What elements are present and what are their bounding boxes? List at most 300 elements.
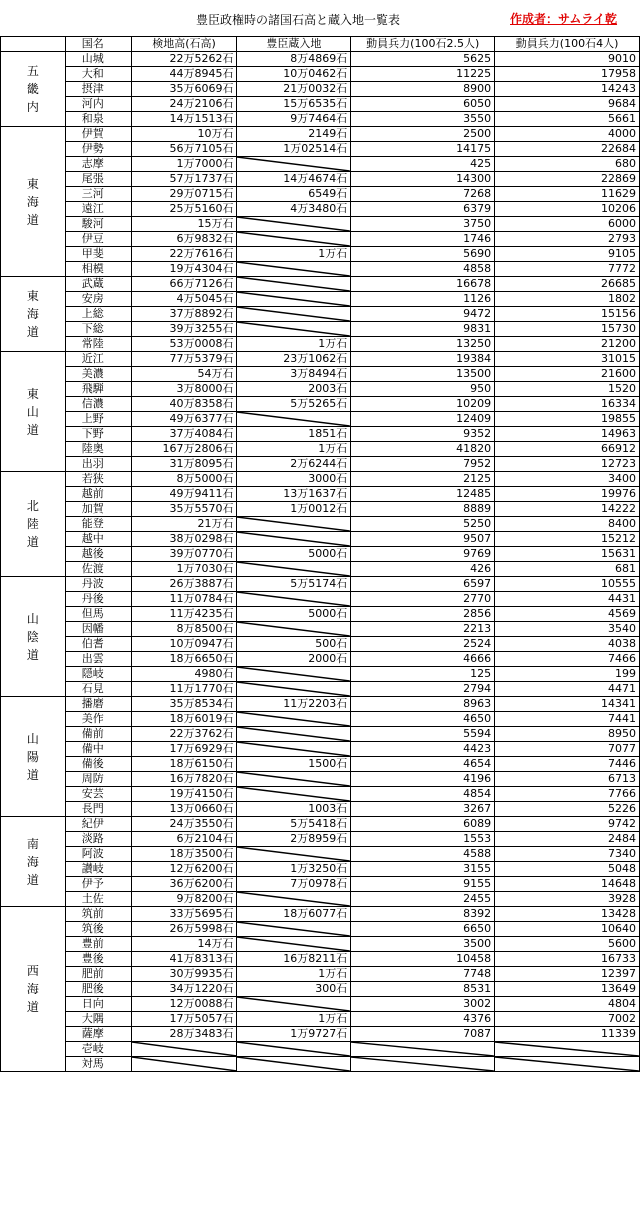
province-cell: 飛騨: [65, 382, 131, 397]
troops-2-5-cell: 2524: [351, 637, 495, 652]
empty-cell: [237, 1057, 351, 1072]
troops-4-cell: 3928: [495, 892, 640, 907]
kokudaka-cell: 22万7616石: [131, 247, 237, 262]
kurairichi-cell: 1万石: [237, 967, 351, 982]
troops-2-5-cell: 2794: [351, 682, 495, 697]
diagonal-strike: [237, 277, 350, 291]
troops-4-cell: 5226: [495, 802, 640, 817]
header-troops-2-5: 動員兵力(100石2.5人): [351, 37, 495, 52]
troops-2-5-cell: 2455: [351, 892, 495, 907]
table-row: [1, 442, 640, 457]
kurairichi-cell: 2万6244石: [237, 457, 351, 472]
table-row: [1, 862, 640, 877]
province-cell: 肥後: [65, 982, 131, 997]
region-label: 山陰道: [26, 611, 39, 662]
kurairichi-cell: 5万5174石: [237, 577, 351, 592]
kokudaka-cell: 4980石: [131, 667, 237, 682]
kokudaka-cell: 36万6200石: [131, 877, 237, 892]
table-row: [1, 937, 640, 952]
troops-4-cell: 16334: [495, 397, 640, 412]
troops-4-cell: 4569: [495, 607, 640, 622]
table-row: [1, 127, 640, 142]
province-cell: 遠江: [65, 202, 131, 217]
province-cell: 隠岐: [65, 667, 131, 682]
diagonal-strike: [237, 1057, 350, 1071]
province-cell: 安芸: [65, 787, 131, 802]
diagonal-strike: [237, 517, 350, 531]
province-cell: 日向: [65, 997, 131, 1012]
kokudaka-cell: 28万3483石: [131, 1027, 237, 1042]
kokudaka-cell: 10万0947石: [131, 637, 237, 652]
troops-2-5-cell: 2213: [351, 622, 495, 637]
troops-4-cell: 9742: [495, 817, 640, 832]
region-cell: [1, 817, 66, 907]
troops-2-5-cell: 6379: [351, 202, 495, 217]
region-label: 南海道: [26, 836, 39, 887]
kurairichi-cell: 21万0032石: [237, 82, 351, 97]
troops-2-5-cell: 4854: [351, 787, 495, 802]
troops-4-cell: 6713: [495, 772, 640, 787]
kurairichi-cell: 6549石: [237, 187, 351, 202]
troops-2-5-cell: 2125: [351, 472, 495, 487]
kokudaka-cell: 17万6929石: [131, 742, 237, 757]
troops-4-cell: 5661: [495, 112, 640, 127]
troops-4-cell: 7002: [495, 1012, 640, 1027]
diagonal-strike: [237, 322, 350, 336]
troops-4-cell: 8950: [495, 727, 640, 742]
kokudaka-cell: 19万4150石: [131, 787, 237, 802]
province-cell: 越後: [65, 547, 131, 562]
troops-4-cell: 4804: [495, 997, 640, 1012]
troops-2-5-cell: 11225: [351, 67, 495, 82]
troops-2-5-cell: 9155: [351, 877, 495, 892]
empty-cell: [237, 682, 351, 697]
diagonal-strike: [237, 727, 350, 741]
troops-2-5-cell: 7087: [351, 1027, 495, 1042]
kurairichi-cell: 1万02514石: [237, 142, 351, 157]
province-cell: 阿波: [65, 847, 131, 862]
kokudaka-cell: 22万5262石: [131, 52, 237, 67]
table-row: [1, 1027, 640, 1042]
province-cell: 下総: [65, 322, 131, 337]
troops-4-cell: 680: [495, 157, 640, 172]
kokudaka-cell: 18万6019石: [131, 712, 237, 727]
kokudaka-cell: 53万0008石: [131, 337, 237, 352]
province-cell: 山城: [65, 52, 131, 67]
kokudaka-cell: 3万8000石: [131, 382, 237, 397]
province-cell: 石見: [65, 682, 131, 697]
troops-4-cell: 10640: [495, 922, 640, 937]
kokudaka-cell: 17万5057石: [131, 1012, 237, 1027]
troops-2-5-cell: 3155: [351, 862, 495, 877]
province-cell: 丹後: [65, 592, 131, 607]
diagonal-strike: [495, 1042, 639, 1056]
region-cell: [1, 277, 66, 352]
troops-2-5-cell: 10458: [351, 952, 495, 967]
empty-cell: [237, 742, 351, 757]
kokudaka-cell: 10万石: [131, 127, 237, 142]
header-region: [1, 37, 66, 52]
empty-cell: [237, 592, 351, 607]
troops-4-cell: 14648: [495, 877, 640, 892]
table-row: [1, 502, 640, 517]
diagonal-strike: [237, 292, 350, 306]
table-row: [1, 637, 640, 652]
troops-2-5-cell: 5625: [351, 52, 495, 67]
kurairichi-cell: 5000石: [237, 607, 351, 622]
troops-2-5-cell: 2500: [351, 127, 495, 142]
empty-cell: [237, 727, 351, 742]
kokudaka-cell: 40万8358石: [131, 397, 237, 412]
troops-4-cell: 4038: [495, 637, 640, 652]
table-row: [1, 922, 640, 937]
table-row: [1, 577, 640, 592]
troops-4-cell: 66912: [495, 442, 640, 457]
troops-4-cell: 7441: [495, 712, 640, 727]
table-row: [1, 517, 640, 532]
province-cell: 淡路: [65, 832, 131, 847]
troops-2-5-cell: 4423: [351, 742, 495, 757]
kokudaka-cell: 44万8945石: [131, 67, 237, 82]
kurairichi-cell: 8万4869石: [237, 52, 351, 67]
region-cell: [1, 907, 66, 1072]
kokudaka-cell: 6万9832石: [131, 232, 237, 247]
table-row: [1, 202, 640, 217]
kokudaka-cell: 66万7126石: [131, 277, 237, 292]
kurairichi-cell: 18万6077石: [237, 907, 351, 922]
kokudaka-cell: 39万0770石: [131, 547, 237, 562]
diagonal-strike: [495, 1057, 639, 1071]
troops-2-5-cell: 41820: [351, 442, 495, 457]
table-row: [1, 682, 640, 697]
province-cell: 豊後: [65, 952, 131, 967]
kurairichi-cell: 16万8211石: [237, 952, 351, 967]
kokudaka-cell: 39万3255石: [131, 322, 237, 337]
province-cell: 三河: [65, 187, 131, 202]
empty-cell: [495, 1042, 640, 1057]
table-row: [1, 877, 640, 892]
empty-cell: [237, 157, 351, 172]
troops-4-cell: 13428: [495, 907, 640, 922]
kokudaka-cell: 9万8200石: [131, 892, 237, 907]
table-row: [1, 142, 640, 157]
kurairichi-cell: 13万1637石: [237, 487, 351, 502]
kokudaka-cell: 57万1737石: [131, 172, 237, 187]
kurairichi-cell: 1万石: [237, 337, 351, 352]
table-row: [1, 232, 640, 247]
kokudaka-cell: 34万1220石: [131, 982, 237, 997]
empty-cell: [237, 562, 351, 577]
province-cell: 和泉: [65, 112, 131, 127]
kurairichi-cell: 1万3250石: [237, 862, 351, 877]
province-cell: 伯耆: [65, 637, 131, 652]
troops-4-cell: 1802: [495, 292, 640, 307]
kokudaka-cell: 11万4235石: [131, 607, 237, 622]
troops-2-5-cell: 4666: [351, 652, 495, 667]
troops-2-5-cell: 4654: [351, 757, 495, 772]
table-row: [1, 112, 640, 127]
empty-cell: [237, 292, 351, 307]
troops-2-5-cell: 6050: [351, 97, 495, 112]
header-troops-4: 動員兵力(100石4人): [495, 37, 640, 52]
empty-cell: [237, 937, 351, 952]
province-cell: 上野: [65, 412, 131, 427]
kokudaka-cell: 30万9935石: [131, 967, 237, 982]
troops-2-5-cell: 1553: [351, 832, 495, 847]
troops-2-5-cell: 6089: [351, 817, 495, 832]
empty-cell: [495, 1057, 640, 1072]
diagonal-strike: [237, 592, 350, 606]
troops-4-cell: 21200: [495, 337, 640, 352]
kokudaka-cell: 37万8892石: [131, 307, 237, 322]
kokudaka-cell: 12万6200石: [131, 862, 237, 877]
troops-2-5-cell: 3002: [351, 997, 495, 1012]
empty-cell: [237, 847, 351, 862]
troops-2-5-cell: 19384: [351, 352, 495, 367]
troops-4-cell: 14243: [495, 82, 640, 97]
kokudaka-cell: 21万石: [131, 517, 237, 532]
troops-4-cell: 11629: [495, 187, 640, 202]
troops-4-cell: 14963: [495, 427, 640, 442]
province-cell: 武蔵: [65, 277, 131, 292]
table-row: [1, 907, 640, 922]
diagonal-strike: [237, 412, 350, 426]
empty-cell: [237, 217, 351, 232]
region-cell: [1, 577, 66, 697]
kokudaka-cell: 35万6069石: [131, 82, 237, 97]
kurairichi-cell: 3000石: [237, 472, 351, 487]
province-cell: 越中: [65, 532, 131, 547]
kurairichi-cell: 11万2203石: [237, 697, 351, 712]
troops-4-cell: 199: [495, 667, 640, 682]
empty-cell: [237, 892, 351, 907]
kokudaka-cell: 35万8534石: [131, 697, 237, 712]
troops-4-cell: 7340: [495, 847, 640, 862]
kurairichi-cell: 4万3480石: [237, 202, 351, 217]
troops-2-5-cell: 8531: [351, 982, 495, 997]
page-title: 豊臣政権時の諸国石高と蔵入地一覧表: [196, 13, 401, 27]
author-link[interactable]: 作成者：サムライ乾: [510, 12, 618, 26]
troops-2-5-cell: 950: [351, 382, 495, 397]
diagonal-strike: [237, 772, 350, 786]
province-cell: 土佐: [65, 892, 131, 907]
troops-4-cell: 15631: [495, 547, 640, 562]
kurairichi-cell: 2万8959石: [237, 832, 351, 847]
troops-2-5-cell: 6650: [351, 922, 495, 937]
troops-4-cell: 3400: [495, 472, 640, 487]
kokudaka-cell: 31万8095石: [131, 457, 237, 472]
table-row: [1, 772, 640, 787]
kokudaka-cell: 26万5998石: [131, 922, 237, 937]
table-row: [1, 817, 640, 832]
table-row: [1, 967, 640, 982]
kokudaka-cell: 14万石: [131, 937, 237, 952]
table-row: [1, 697, 640, 712]
table-row: [1, 952, 640, 967]
diagonal-strike: [237, 892, 350, 906]
kurairichi-cell: 1万石: [237, 442, 351, 457]
troops-4-cell: 14341: [495, 697, 640, 712]
kokudaka-cell: 56万7105石: [131, 142, 237, 157]
table-row: [1, 667, 640, 682]
empty-cell: [351, 1057, 495, 1072]
troops-4-cell: 7077: [495, 742, 640, 757]
province-cell: 長門: [65, 802, 131, 817]
kokudaka-cell: 14万1513石: [131, 112, 237, 127]
kokudaka-cell: 24万2106石: [131, 97, 237, 112]
table-row: [1, 1042, 640, 1057]
troops-2-5-cell: 4196: [351, 772, 495, 787]
troops-4-cell: 681: [495, 562, 640, 577]
kurairichi-cell: 300石: [237, 982, 351, 997]
table-row: [1, 802, 640, 817]
diagonal-strike: [237, 742, 350, 756]
kokudaka-cell: 22万3762石: [131, 727, 237, 742]
region-label: 五畿内: [26, 64, 39, 114]
header-kokudaka: 検地高(石高): [131, 37, 237, 52]
kokudaka-cell: 18万3500石: [131, 847, 237, 862]
troops-4-cell: 10206: [495, 202, 640, 217]
empty-cell: [237, 412, 351, 427]
kurairichi-cell: 5000石: [237, 547, 351, 562]
troops-4-cell: 7766: [495, 787, 640, 802]
province-cell: 播磨: [65, 697, 131, 712]
kurairichi-cell: 15万6535石: [237, 97, 351, 112]
diagonal-strike: [132, 1042, 237, 1056]
troops-4-cell: 15212: [495, 532, 640, 547]
province-cell: 肥前: [65, 967, 131, 982]
kokudaka-cell: 8万8500石: [131, 622, 237, 637]
province-cell: 伊勢: [65, 142, 131, 157]
table-row: [1, 787, 640, 802]
table-row: [1, 262, 640, 277]
province-cell: 但馬: [65, 607, 131, 622]
table-row: [1, 52, 640, 67]
troops-2-5-cell: 4588: [351, 847, 495, 862]
troops-2-5-cell: 4376: [351, 1012, 495, 1027]
region-cell: [1, 472, 66, 577]
troops-2-5-cell: 9769: [351, 547, 495, 562]
kurairichi-cell: 9万7464石: [237, 112, 351, 127]
kokudaka-cell: 1万7030石: [131, 562, 237, 577]
kurairichi-cell: 5万5418石: [237, 817, 351, 832]
troops-4-cell: 3540: [495, 622, 640, 637]
troops-4-cell: 4471: [495, 682, 640, 697]
table-row: [1, 607, 640, 622]
diagonal-strike: [351, 1057, 494, 1071]
kokudaka-cell: 49万6377石: [131, 412, 237, 427]
province-cell: 安房: [65, 292, 131, 307]
title-bar: [0, 0, 640, 36]
province-cell: 紀伊: [65, 817, 131, 832]
troops-2-5-cell: 3500: [351, 937, 495, 952]
province-cell: 備後: [65, 757, 131, 772]
kokudaka-cell: 19万4304石: [131, 262, 237, 277]
region-label: 東海道: [26, 289, 39, 339]
province-cell: 常陸: [65, 337, 131, 352]
empty-cell: [237, 787, 351, 802]
region-label: 北陸道: [26, 499, 39, 549]
troops-2-5-cell: 5690: [351, 247, 495, 262]
troops-2-5-cell: 9472: [351, 307, 495, 322]
kurairichi-cell: 14万4674石: [237, 172, 351, 187]
troops-2-5-cell: 5594: [351, 727, 495, 742]
table-row: [1, 547, 640, 562]
troops-2-5-cell: 13500: [351, 367, 495, 382]
data-table: [0, 36, 640, 1072]
troops-2-5-cell: 5250: [351, 517, 495, 532]
kurairichi-cell: 23万1062石: [237, 352, 351, 367]
province-cell: 尾張: [65, 172, 131, 187]
diagonal-strike: [237, 712, 350, 726]
province-cell: 伊賀: [65, 127, 131, 142]
troops-2-5-cell: 3267: [351, 802, 495, 817]
table-row: [1, 457, 640, 472]
kokudaka-cell: 11万1770石: [131, 682, 237, 697]
kokudaka-cell: 13万0660石: [131, 802, 237, 817]
troops-4-cell: 12723: [495, 457, 640, 472]
table-row: [1, 247, 640, 262]
empty-cell: [237, 232, 351, 247]
diagonal-strike: [237, 262, 350, 276]
table-row: [1, 1057, 640, 1072]
troops-2-5-cell: 14300: [351, 172, 495, 187]
empty-cell: [237, 922, 351, 937]
empty-cell: [237, 667, 351, 682]
province-cell: 因幡: [65, 622, 131, 637]
kokudaka-cell: 29万0715石: [131, 187, 237, 202]
province-cell: 大和: [65, 67, 131, 82]
table-row: [1, 397, 640, 412]
troops-2-5-cell: 16678: [351, 277, 495, 292]
table-row: [1, 412, 640, 427]
kokudaka-cell: 18万6150石: [131, 757, 237, 772]
province-cell: 周防: [65, 772, 131, 787]
header-kurairichi: 豊臣蔵入地: [237, 37, 351, 52]
kurairichi-cell: 2003石: [237, 382, 351, 397]
kokudaka-cell: 33万5695石: [131, 907, 237, 922]
diagonal-strike: [237, 307, 350, 321]
troops-4-cell: 13649: [495, 982, 640, 997]
region-cell: [1, 352, 66, 472]
diagonal-strike: [237, 667, 350, 681]
empty-cell: [237, 712, 351, 727]
troops-2-5-cell: 125: [351, 667, 495, 682]
troops-2-5-cell: 3750: [351, 217, 495, 232]
troops-4-cell: 5048: [495, 862, 640, 877]
province-cell: 大隅: [65, 1012, 131, 1027]
troops-2-5-cell: 7952: [351, 457, 495, 472]
kurairichi-cell: 2000石: [237, 652, 351, 667]
diagonal-strike: [237, 1042, 350, 1056]
province-cell: 陸奥: [65, 442, 131, 457]
troops-2-5-cell: 4650: [351, 712, 495, 727]
troops-2-5-cell: 8963: [351, 697, 495, 712]
troops-4-cell: 15730: [495, 322, 640, 337]
table-row: [1, 82, 640, 97]
troops-2-5-cell: 13250: [351, 337, 495, 352]
region-cell: [1, 127, 66, 277]
table-body: [1, 37, 640, 1072]
header-row: [1, 37, 640, 52]
troops-4-cell: 8400: [495, 517, 640, 532]
kurairichi-cell: 1500石: [237, 757, 351, 772]
troops-4-cell: 2484: [495, 832, 640, 847]
diagonal-strike: [237, 937, 350, 951]
kokudaka-cell: 35万5570石: [131, 502, 237, 517]
kurairichi-cell: 1万0012石: [237, 502, 351, 517]
table-row: [1, 277, 640, 292]
